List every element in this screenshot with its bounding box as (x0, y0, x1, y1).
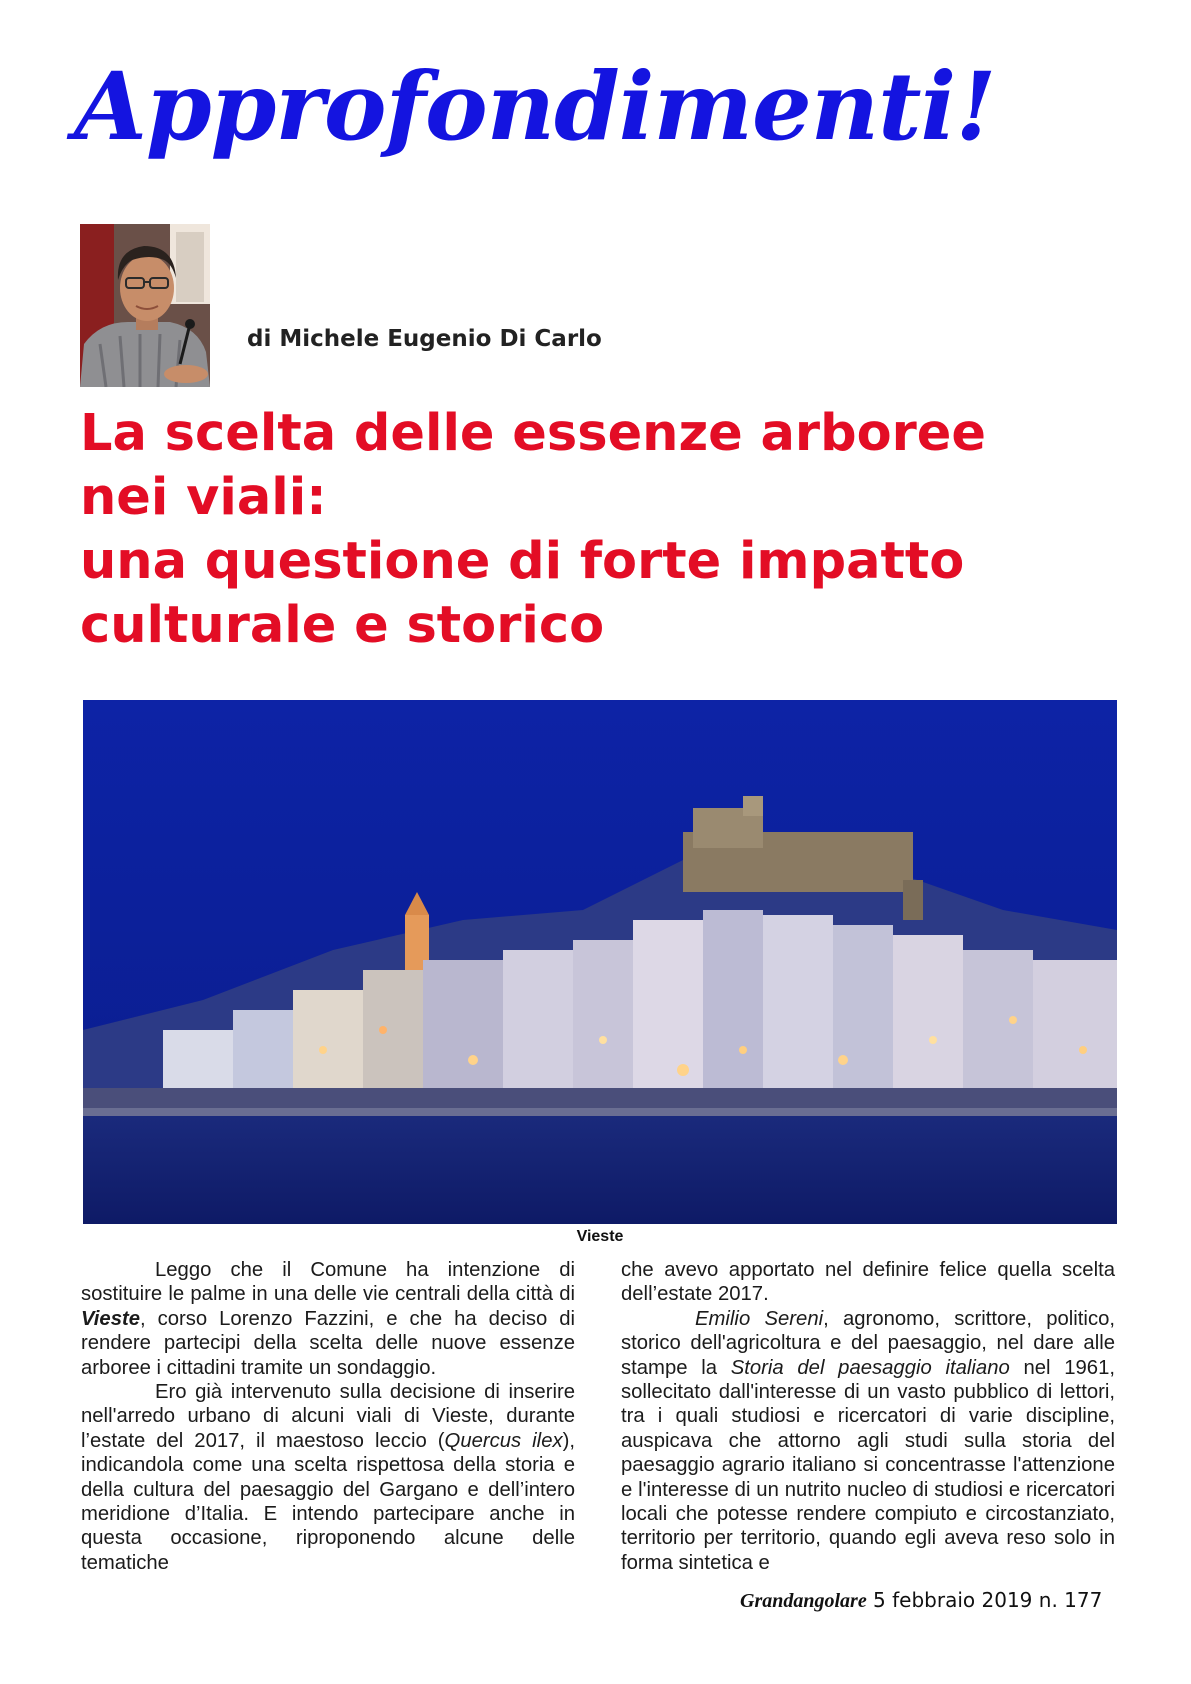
vieste-night-photo (83, 700, 1117, 1224)
quercus-ilex-italic: Quercus ilex (444, 1429, 563, 1452)
headline (80, 402, 1140, 658)
paragraph-1 (81, 1258, 575, 1380)
book-title-italic: Storia del paesaggio italiano (730, 1356, 1010, 1379)
article-column-right (621, 1258, 1115, 1575)
author-photo (80, 224, 210, 387)
vieste-skyline-image (83, 700, 1117, 1224)
paragraph-1-text-a: Leggo che il Comune ha intenzione di sostituire le palme in una delle vie centrali della città di (81, 1259, 575, 1306)
paragraph-1-text-b: , corso Lorenzo Fazzini, e che ha deciso di rendere partecipi della scelta delle nuove essenze arboree i cittadini tramite un sondaggio. (81, 1307, 575, 1379)
headline-line-2: nei viali: (80, 468, 327, 527)
headline-line-1: La scelta delle essenze arboree (80, 404, 986, 463)
article-column-left (81, 1258, 575, 1575)
byline: di Michele Eugenio Di Carlo (247, 326, 602, 352)
paragraph-3: che avevo apportato nel definire felice quella scelta dell’estate 2017. (621, 1259, 1115, 1306)
paragraph-4-text-a: , agronomo, scrittore, politico, storico dell'agricoltura e del paesaggio, nel dare alle stampe la (621, 1307, 1115, 1379)
paragraph-2-text-a: Ero già intervenuto sulla decisione di inserire nell'arredo urbano di alcuni viali di Vieste, durante l’estate del 2017, il maestoso leccio ( (81, 1381, 575, 1452)
headline-line-3: una questione di forte impatto (80, 532, 965, 591)
emilio-sereni-italic: Emilio Sereni (695, 1307, 824, 1330)
page-footer (740, 1588, 1102, 1613)
headline-line-4: culturale e storico (80, 596, 605, 655)
magazine-name: Grandangolare (740, 1590, 867, 1612)
image-caption: Vieste (576, 1228, 624, 1245)
paragraph-2 (81, 1380, 575, 1575)
author-portrait-image (80, 224, 210, 387)
section-title: Approfondimenti! (74, 52, 996, 162)
issue-info: 5 febbraio 2019 n. 177 (866, 1588, 1103, 1612)
vieste-emphasis: Vieste (81, 1307, 141, 1330)
paragraph-2-text-b: ), indicandola come una scelta rispettosa della storia e della cultura del paesaggio del Gargano e dell’intero meridione d’Italia. E intendo partecipare anche in questa occasione, riproponendo alcune delle tematiche (81, 1429, 576, 1574)
paragraph-4 (621, 1307, 1115, 1575)
paragraph-4-text-b: nel 1961, sollecitato dall'interesse di un vasto pubblico di lettori, tra i quali studiosi e ricercatori di varie discipline, auspicava che attorno agli studi sulla storia del paesaggio agrario italiano si concentrasse l'attenzione e l'interesse di un nutrito nucleo di studiosi e ricercatori locali che potesse rendere compiuto e circostanziato, territorio per territorio, quando egli aveva reso solo in forma sintetica e (621, 1356, 1115, 1574)
